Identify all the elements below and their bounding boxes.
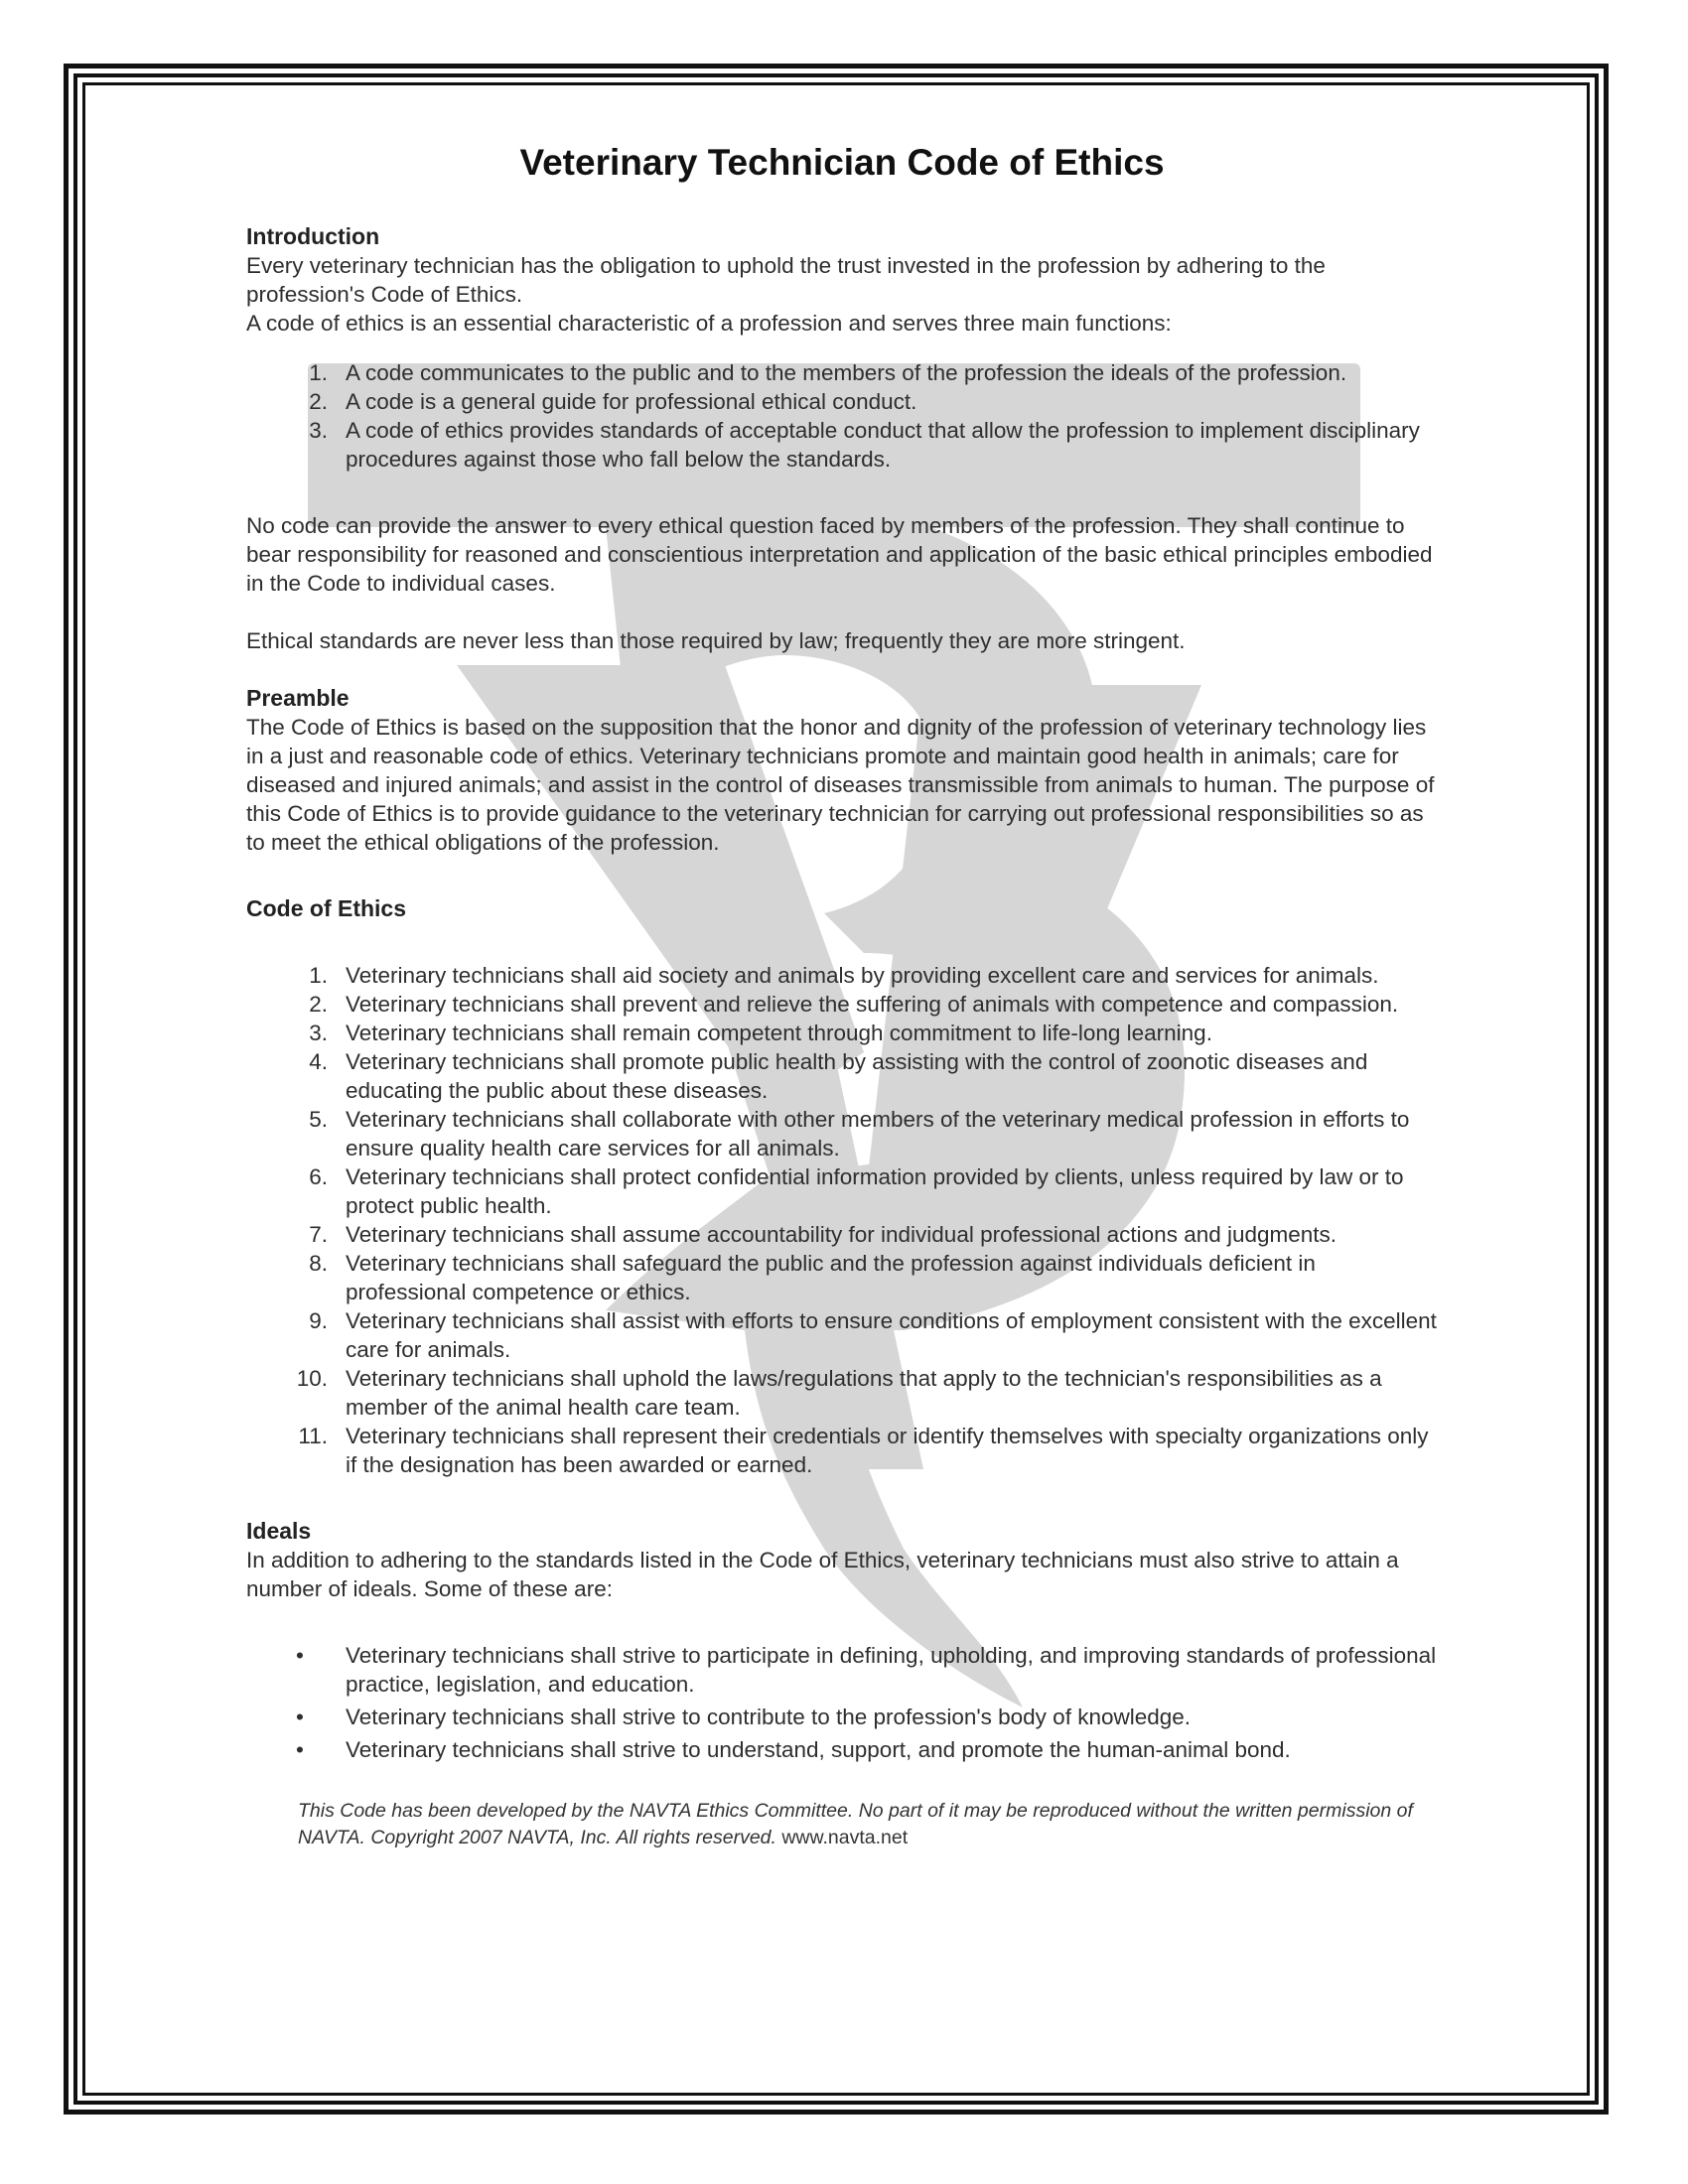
list-item bbox=[246, 416, 1438, 474]
list-item-number: 11. bbox=[298, 1424, 328, 1448]
list-item-text: Veterinary technicians shall promote public health by assisting with the control of zoonotic diseases and educating the public about these diseases. bbox=[346, 1049, 1368, 1103]
introduction-paragraph-1: Every veterinary technician has the obligation to uphold the trust invested in the profession by adhering to the profession's Code of Ethics. bbox=[246, 253, 1326, 307]
list-item-text: Veterinary technicians shall assume accountability for individual professional actions and judgments. bbox=[346, 1222, 1337, 1247]
list-item-text: Veterinary technicians shall strive to contribute to the profession's body of knowledge. bbox=[346, 1705, 1192, 1729]
navta-url: www.navta.net bbox=[781, 1827, 909, 1848]
list-item bbox=[246, 1364, 1438, 1422]
list-item-number: 8. bbox=[309, 1251, 328, 1276]
list-item-number: 3. bbox=[309, 1021, 328, 1045]
list-item bbox=[246, 1422, 1438, 1479]
list-item-number: 5. bbox=[309, 1107, 328, 1132]
preamble-heading: Preamble bbox=[246, 685, 350, 711]
list-item-text: Veterinary technicians shall collaborate with other members of the veterinary medical profession in efforts to ensure quality health care services for all animals. bbox=[346, 1107, 1410, 1160]
ideals-list bbox=[246, 1641, 1438, 1764]
code-of-ethics-list bbox=[246, 961, 1438, 1479]
list-item bbox=[246, 1162, 1438, 1220]
list-item-text: A code communicates to the public and to the members of the profession the ideals of the profession. bbox=[346, 360, 1347, 385]
copyright-footer bbox=[246, 1798, 1438, 1851]
list-item bbox=[246, 1047, 1438, 1105]
list-item bbox=[246, 387, 1438, 416]
list-item-number: 10. bbox=[296, 1366, 328, 1391]
list-item bbox=[246, 990, 1438, 1019]
list-item bbox=[246, 1249, 1438, 1306]
list-item bbox=[246, 1105, 1438, 1162]
list-item-number: 9. bbox=[309, 1308, 328, 1333]
list-item bbox=[246, 1703, 1438, 1731]
footer-text: This Code has been developed by the NAVTA Ethics Committee. No part of it may be reproduced without the written permission of NAVTA. Copyright 2007 NAVTA, Inc. All rights reserved. bbox=[298, 1800, 1413, 1848]
list-item bbox=[246, 1641, 1438, 1699]
list-item-text: Veterinary technicians shall protect confidential information provided by clients, unless required by law or to protect public health. bbox=[346, 1164, 1404, 1218]
list-item bbox=[246, 1735, 1438, 1764]
list-item-text: Veterinary technicians shall represent their credentials or identify themselves with specialty organizations only if the designation has been awarded or earned. bbox=[346, 1424, 1429, 1477]
ideals-heading: Ideals bbox=[246, 1518, 312, 1544]
list-item bbox=[246, 1019, 1438, 1047]
list-item-number: 7. bbox=[309, 1222, 328, 1247]
list-item-text: A code is a general guide for professional ethical conduct. bbox=[346, 389, 917, 414]
list-item bbox=[246, 961, 1438, 990]
preamble-paragraph: The Code of Ethics is based on the supposition that the honor and dignity of the profession of veterinary technology lies in a just and reasonable code of ethics. Veterinary technicians promote and maintain good health in animals; care for diseased and injured animals; and assist in the control of diseases transmissible from animals to human. The purpose of this Code of Ethics is to provide guidance to the veterinary technician for carrying out professional responsibilities so as to meet the ethical obligations of the profession. bbox=[246, 715, 1435, 855]
introduction-paragraph-4: Ethical standards are never less than those required by law; frequently they are more stringent. bbox=[246, 628, 1186, 653]
list-item-number: 1. bbox=[309, 360, 328, 385]
functions-list bbox=[246, 358, 1438, 474]
bullet-icon: • bbox=[296, 1737, 304, 1762]
list-item-text: Veterinary technicians shall strive to understand, support, and promote the human-animal bond. bbox=[346, 1737, 1291, 1762]
list-item-text: Veterinary technicians shall strive to participate in defining, upholding, and improving standards of professional practice, legislation, and education. bbox=[346, 1643, 1437, 1697]
list-item-text: A code of ethics provides standards of acceptable conduct that allow the profession to implement disciplinary procedures against those who fall below the standards. bbox=[346, 418, 1420, 472]
bullet-icon: • bbox=[296, 1705, 304, 1729]
list-item-number: 2. bbox=[309, 992, 328, 1017]
list-item-number: 4. bbox=[309, 1049, 328, 1074]
document-title: Veterinary Technician Code of Ethics bbox=[519, 142, 1165, 183]
list-item-text: Veterinary technicians shall aid society and animals by providing excellent care and services for animals. bbox=[346, 963, 1379, 988]
bullet-icon: • bbox=[296, 1643, 304, 1668]
ideals-paragraph: In addition to adhering to the standards listed in the Code of Ethics, veterinary technicians must also strive to attain a number of ideals. Some of these are: bbox=[246, 1548, 1399, 1601]
list-item-text: Veterinary technicians shall remain competent through commitment to life-long learning. bbox=[346, 1021, 1212, 1045]
list-item-text: Veterinary technicians shall prevent and relieve the suffering of animals with competence and compassion. bbox=[346, 992, 1399, 1017]
list-item bbox=[246, 1306, 1438, 1364]
introduction-paragraph-3: No code can provide the answer to every ethical question faced by members of the profession. They shall continue to bear responsibility for reasoned and conscientious interpretation and application of the basic ethical principles embodied in the Code to individual cases. bbox=[246, 513, 1433, 596]
list-item-text: Veterinary technicians shall safeguard the public and the profession against individuals deficient in professional competence or ethics. bbox=[346, 1251, 1316, 1304]
list-item-number: 3. bbox=[309, 418, 328, 443]
introduction-paragraph-2: A code of ethics is an essential characteristic of a profession and serves three main functions: bbox=[246, 311, 1172, 336]
introduction-heading: Introduction bbox=[246, 223, 380, 249]
list-item-text: Veterinary technicians shall uphold the laws/regulations that apply to the technician's responsibilities as a member of the animal health care team. bbox=[346, 1366, 1382, 1420]
list-item bbox=[246, 358, 1438, 387]
list-item bbox=[246, 1220, 1438, 1249]
document-content bbox=[246, 137, 1438, 1851]
list-item-number: 6. bbox=[309, 1164, 328, 1189]
list-item-text: Veterinary technicians shall assist with efforts to ensure conditions of employment consistent with the excellent care for animals. bbox=[346, 1308, 1437, 1362]
code-of-ethics-heading: Code of Ethics bbox=[246, 895, 407, 921]
list-item-number: 2. bbox=[309, 389, 328, 414]
list-item-number: 1. bbox=[309, 963, 328, 988]
